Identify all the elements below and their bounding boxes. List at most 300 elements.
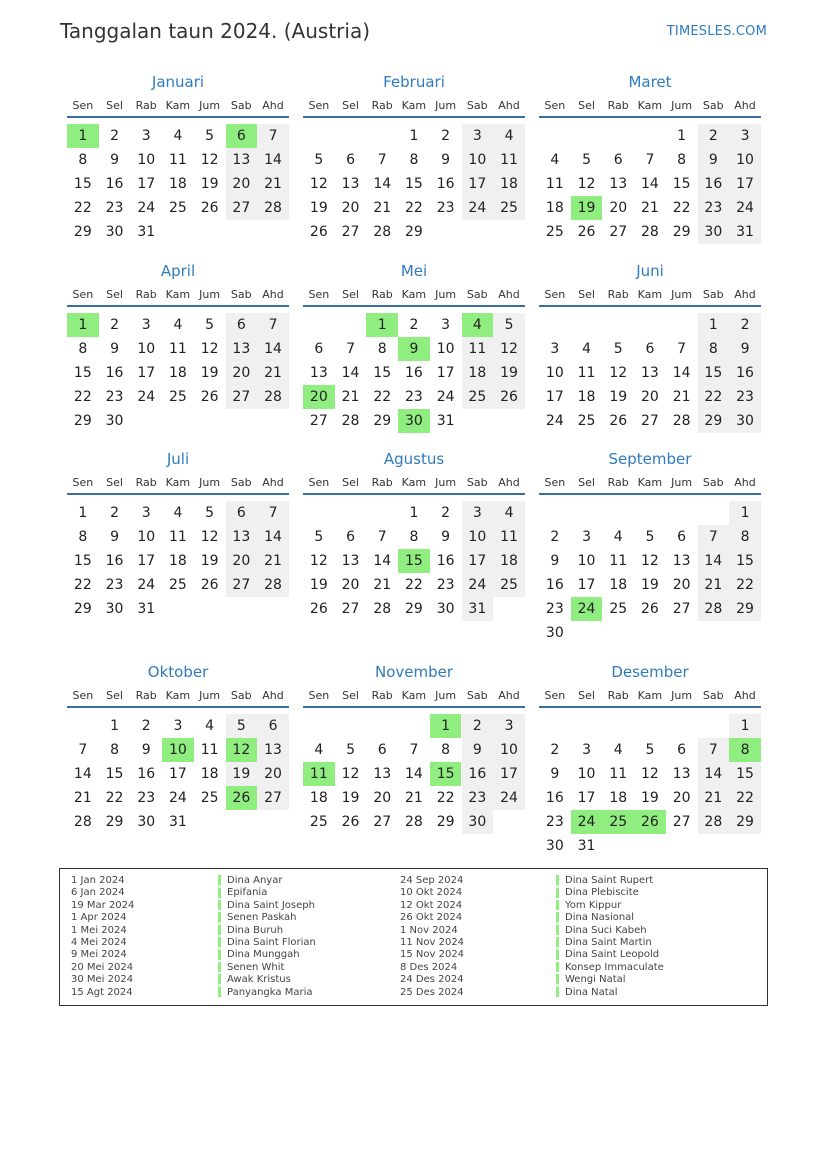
day-cell: 16 (105, 365, 124, 381)
day-cell: 21 (405, 790, 423, 806)
day-cell: 26 (493, 385, 525, 409)
month-name: Oktober (147, 663, 209, 681)
day-cell: 21 (641, 200, 659, 216)
day-cell: 18 (309, 790, 328, 806)
day-cell: 12 (200, 152, 219, 168)
day-grid (303, 708, 525, 852)
day-cell: 4 (493, 124, 525, 148)
day-cell: 25 (462, 385, 494, 409)
day-cell: 22 (73, 577, 92, 593)
weekday-label: Ahd (498, 476, 520, 489)
day-cell: 19 (609, 389, 628, 405)
day-cell: 16 (105, 176, 124, 192)
month-name: Januari (151, 73, 205, 91)
day-cell: 22 (729, 786, 761, 810)
month-name: Agustus (383, 450, 445, 468)
day-cell: 3 (729, 124, 761, 148)
day-cell: 26 (341, 814, 360, 830)
holiday-date: 19 Mar 2024 (71, 899, 135, 911)
weekday-label: Sel (578, 476, 595, 489)
weekday-label: Jum (199, 689, 221, 702)
weekday-label: Rab (371, 99, 393, 112)
weekday-label: Sel (342, 476, 359, 489)
day-cell: 9 (441, 529, 451, 545)
day-cell: 28 (257, 385, 289, 409)
day-cell: 23 (698, 196, 730, 220)
day-cell: 8 (110, 742, 119, 758)
day-cell: 11 (609, 766, 628, 782)
weekday-label: Sel (342, 288, 359, 301)
day-cell: 21 (257, 549, 289, 573)
weekday-label: Ahd (498, 288, 520, 301)
day-cell: 19 (493, 361, 525, 385)
day-cell: 21 (73, 790, 92, 806)
holiday-day-cell: 15 (430, 762, 462, 786)
day-cell: 13 (672, 553, 691, 569)
day-cell: 25 (309, 814, 328, 830)
holiday-marker-bar (556, 875, 559, 999)
month-name: September (608, 450, 692, 468)
day-cell: 19 (200, 553, 219, 569)
day-cell: 8 (698, 337, 730, 361)
day-cell: 4 (173, 317, 183, 333)
day-cell: 7 (377, 152, 387, 168)
day-cell: 18 (169, 553, 187, 569)
weekday-header (539, 471, 761, 495)
day-cell: 28 (698, 597, 730, 621)
weekday-label: Kam (401, 288, 427, 301)
day-cell: 22 (105, 790, 124, 806)
day-cell: 21 (373, 577, 392, 593)
day-cell: 23 (137, 790, 156, 806)
day-cell: 11 (200, 742, 219, 758)
day-grid (303, 118, 525, 262)
day-cell: 20 (373, 790, 392, 806)
month-september (539, 449, 761, 639)
day-grid (539, 118, 761, 262)
holiday-day-cell: 11 (303, 762, 335, 786)
holiday-name: Dina Munggah (227, 949, 300, 961)
day-cell: 16 (729, 361, 761, 385)
weekday-label: Sel (342, 689, 359, 702)
day-grid (303, 495, 525, 639)
day-cell: 25 (200, 790, 219, 806)
weekday-label: Jum (435, 689, 457, 702)
day-cell: 3 (462, 124, 494, 148)
day-cell: 26 (200, 389, 219, 405)
month-juli (67, 449, 289, 639)
day-cell: 5 (205, 128, 215, 144)
day-cell: 10 (137, 341, 156, 357)
weekday-label: Sen (308, 689, 330, 702)
day-cell: 30 (545, 838, 564, 854)
day-cell: 25 (493, 196, 525, 220)
day-cell: 29 (436, 814, 455, 830)
day-cell: 28 (672, 413, 691, 429)
day-grid (67, 495, 289, 639)
day-cell: 17 (577, 790, 596, 806)
weekday-label: Sab (702, 689, 724, 702)
holiday-name: Dina Natal (565, 986, 618, 998)
day-cell: 22 (373, 389, 392, 405)
day-cell: 20 (672, 790, 691, 806)
day-cell: 17 (137, 176, 156, 192)
holiday-day-cell: 24 (571, 597, 603, 621)
day-cell: 9 (729, 337, 761, 361)
day-cell: 9 (441, 152, 451, 168)
day-cell: 12 (200, 341, 219, 357)
day-cell: 9 (550, 766, 560, 782)
day-cell: 22 (672, 200, 691, 216)
day-cell: 4 (582, 341, 591, 357)
day-cell: 11 (169, 152, 187, 168)
weekday-label: Kam (165, 288, 191, 301)
day-cell: 13 (309, 365, 328, 381)
day-cell: 8 (78, 341, 88, 357)
weekday-label: Sen (72, 689, 94, 702)
day-cell: 14 (672, 365, 691, 381)
weekday-header (303, 94, 525, 118)
holiday-date: 11 Nov 2024 (400, 936, 465, 948)
day-cell: 28 (257, 196, 289, 220)
day-cell: 17 (462, 172, 494, 196)
day-cell: 10 (577, 553, 596, 569)
day-cell: 24 (493, 786, 525, 810)
day-cell: 1 (698, 313, 730, 337)
day-cell: 30 (462, 810, 494, 834)
day-cell: 6 (346, 152, 355, 168)
day-cell: 2 (441, 505, 451, 521)
day-cell: 30 (698, 220, 730, 244)
day-cell: 3 (493, 714, 525, 738)
day-cell: 27 (226, 385, 258, 409)
weekday-label: Sab (230, 99, 252, 112)
holiday-date: 1 Jan 2024 (71, 875, 125, 886)
day-cell: 13 (226, 525, 258, 549)
day-grid (67, 307, 289, 451)
day-cell: 23 (545, 601, 564, 617)
day-cell: 18 (200, 766, 219, 782)
day-cell: 27 (609, 224, 628, 240)
day-cell: 6 (346, 529, 355, 545)
weekday-label: Kam (637, 99, 663, 112)
weekday-label: Rab (371, 288, 393, 301)
weekday-label: Ahd (498, 689, 520, 702)
day-cell: 23 (105, 200, 124, 216)
day-cell: 12 (200, 529, 219, 545)
day-cell: 12 (493, 337, 525, 361)
day-cell: 29 (105, 814, 124, 830)
day-cell: 28 (73, 814, 92, 830)
day-cell: 21 (341, 389, 360, 405)
weekday-header (67, 684, 289, 708)
day-cell: 19 (200, 365, 219, 381)
day-cell: 9 (110, 341, 119, 357)
day-cell: 3 (441, 317, 451, 333)
day-cell: 29 (405, 601, 423, 617)
day-cell: 5 (645, 742, 655, 758)
day-cell: 14 (698, 549, 730, 573)
weekday-label: Sab (230, 476, 252, 489)
day-cell: 30 (137, 814, 156, 830)
day-cell: 10 (436, 341, 455, 357)
day-cell: 2 (462, 714, 494, 738)
day-cell: 25 (493, 573, 525, 597)
day-cell: 27 (341, 224, 360, 240)
weekday-label: Sel (106, 99, 123, 112)
day-cell: 26 (200, 200, 219, 216)
day-cell: 18 (493, 549, 525, 573)
day-cell: 24 (169, 790, 187, 806)
weekday-label: Kam (165, 99, 191, 112)
day-cell: 10 (137, 529, 156, 545)
day-cell: 12 (641, 553, 659, 569)
weekday-label: Jum (435, 476, 457, 489)
day-cell: 2 (698, 124, 730, 148)
month-januari (67, 72, 289, 262)
day-cell: 17 (493, 762, 525, 786)
holiday-name: Senen Paskah (227, 912, 297, 924)
day-cell: 14 (373, 553, 392, 569)
day-cell: 1 (78, 505, 88, 521)
weekday-header (303, 283, 525, 307)
day-cell: 27 (373, 814, 392, 830)
brand-logo[interactable]: TIMESLES.COM (666, 24, 767, 39)
holiday-day-cell: 15 (398, 549, 430, 573)
weekday-label: Jum (199, 288, 221, 301)
holiday-name: Wengi Natal (565, 974, 626, 986)
day-cell: 26 (609, 413, 628, 429)
legend-name-column (565, 875, 664, 999)
day-cell: 24 (137, 577, 156, 593)
legend-date-column (400, 875, 464, 999)
day-cell: 17 (577, 577, 596, 593)
day-cell: 6 (226, 501, 258, 525)
day-cell: 3 (462, 501, 494, 525)
weekday-label: Rab (135, 288, 157, 301)
day-cell: 28 (341, 413, 360, 429)
day-cell: 21 (257, 172, 289, 196)
day-cell: 14 (257, 337, 289, 361)
weekday-label: Sel (578, 689, 595, 702)
day-cell: 29 (73, 601, 92, 617)
day-cell: 7 (346, 341, 355, 357)
holiday-day-cell: 26 (226, 786, 258, 810)
day-cell: 13 (341, 553, 360, 569)
day-cell: 17 (462, 549, 494, 573)
day-cell: 2 (550, 529, 560, 545)
day-cell: 9 (110, 152, 119, 168)
day-cell: 16 (137, 766, 156, 782)
day-cell: 21 (698, 786, 730, 810)
holiday-date: 15 Agt 2024 (71, 986, 133, 998)
day-cell: 25 (169, 577, 187, 593)
day-cell: 5 (346, 742, 355, 758)
day-cell: 20 (641, 389, 659, 405)
weekday-label: Sel (106, 689, 123, 702)
day-cell: 16 (436, 176, 455, 192)
holiday-name: Yom Kippur (565, 899, 622, 911)
month-name: Februari (383, 73, 445, 91)
holiday-name: Dina Plebiscite (565, 887, 639, 899)
weekday-label: Rab (371, 476, 393, 489)
page-title: Tanggalan taun 2024. (Austria) (60, 19, 371, 43)
day-cell: 7 (677, 341, 687, 357)
weekday-label: Sen (544, 476, 566, 489)
holiday-day-cell: 24 (571, 810, 603, 834)
day-cell: 16 (545, 577, 564, 593)
weekday-label: Ahd (498, 99, 520, 112)
weekday-label: Sen (544, 689, 566, 702)
day-cell: 25 (545, 224, 564, 240)
day-cell: 4 (173, 128, 183, 144)
weekday-label: Sel (106, 476, 123, 489)
holiday-date: 9 Mei 2024 (71, 949, 127, 961)
day-cell: 10 (545, 365, 564, 381)
day-cell: 5 (582, 152, 591, 168)
day-cell: 15 (73, 365, 92, 381)
weekday-label: Sel (578, 288, 595, 301)
weekday-label: Jum (671, 689, 693, 702)
day-cell: 2 (110, 505, 119, 521)
weekday-label: Sab (230, 288, 252, 301)
day-cell: 6 (677, 529, 687, 545)
day-grid (303, 307, 525, 451)
day-cell: 27 (341, 601, 360, 617)
day-cell: 20 (226, 361, 258, 385)
day-cell: 17 (169, 766, 187, 782)
weekday-header (539, 283, 761, 307)
day-cell: 14 (373, 176, 392, 192)
day-cell: 7 (257, 124, 289, 148)
weekday-label: Sen (72, 476, 94, 489)
day-cell: 11 (169, 529, 187, 545)
day-cell: 13 (641, 365, 659, 381)
holiday-name: Panyangka Maria (227, 986, 313, 998)
holiday-name: Dina Anyar (227, 875, 283, 886)
day-cell: 11 (545, 176, 564, 192)
weekday-label: Ahd (734, 288, 756, 301)
day-cell: 30 (105, 413, 124, 429)
weekday-label: Kam (401, 689, 427, 702)
day-cell: 28 (641, 224, 659, 240)
weekday-label: Ahd (262, 288, 284, 301)
holiday-name: Dina Saint Rupert (565, 875, 654, 886)
day-cell: 26 (200, 577, 219, 593)
day-cell: 5 (645, 529, 655, 545)
day-cell: 20 (341, 577, 360, 593)
weekday-label: Rab (607, 689, 629, 702)
holiday-marker-bar (218, 875, 221, 999)
day-cell: 18 (609, 790, 628, 806)
day-cell: 2 (110, 317, 119, 333)
day-cell: 27 (226, 196, 258, 220)
day-grid (67, 118, 289, 262)
day-cell: 8 (409, 152, 419, 168)
day-cell: 2 (729, 313, 761, 337)
holiday-name: Dina Nasional (565, 912, 635, 924)
weekday-label: Sab (466, 476, 488, 489)
day-cell: 6 (377, 742, 387, 758)
weekday-label: Sel (342, 99, 359, 112)
weekday-label: Ahd (262, 99, 284, 112)
day-cell: 20 (341, 200, 360, 216)
day-cell: 24 (436, 389, 455, 405)
day-cell: 4 (205, 718, 215, 734)
day-cell: 1 (729, 714, 761, 738)
day-cell: 14 (698, 762, 730, 786)
holiday-date: 8 Des 2024 (400, 961, 458, 973)
day-cell: 30 (105, 601, 124, 617)
day-cell: 20 (672, 577, 691, 593)
day-grid (67, 708, 289, 852)
day-cell: 9 (110, 529, 119, 545)
day-cell: 3 (141, 317, 151, 333)
holiday-day-cell: 1 (366, 313, 398, 337)
day-cell: 18 (545, 200, 564, 216)
day-cell: 15 (729, 762, 761, 786)
day-cell: 6 (677, 742, 687, 758)
weekday-label: Sen (72, 288, 94, 301)
holiday-day-cell: 25 (602, 810, 634, 834)
holiday-day-cell: 26 (634, 810, 666, 834)
weekday-label: Sab (230, 689, 252, 702)
month-name: Maret (628, 73, 672, 91)
weekday-label: Jum (671, 476, 693, 489)
holiday-name: Dina Saint Martin (565, 936, 652, 948)
day-cell: 31 (169, 814, 187, 830)
day-cell: 13 (257, 738, 289, 762)
holiday-name: Dina Saint Joseph (227, 899, 315, 911)
day-cell: 1 (677, 128, 687, 144)
day-cell: 7 (78, 742, 88, 758)
legend-name-column (227, 875, 316, 999)
weekday-label: Sel (106, 288, 123, 301)
day-cell: 28 (373, 601, 392, 617)
day-cell: 14 (73, 766, 92, 782)
day-cell: 29 (672, 224, 691, 240)
day-cell: 15 (105, 766, 124, 782)
holiday-day-cell: 8 (729, 738, 761, 762)
weekday-label: Kam (401, 476, 427, 489)
weekday-label: Rab (135, 476, 157, 489)
day-cell: 26 (309, 601, 328, 617)
day-cell: 12 (609, 365, 628, 381)
day-cell: 28 (373, 224, 392, 240)
day-cell: 9 (141, 742, 151, 758)
day-cell: 26 (641, 601, 659, 617)
month-name: Juni (636, 262, 664, 280)
holiday-name: Konsep Immaculate (565, 961, 664, 973)
month-februari (303, 72, 525, 262)
day-cell: 19 (226, 762, 258, 786)
weekday-label: Rab (135, 689, 157, 702)
holiday-name: Dina Saint Florian (227, 936, 316, 948)
weekday-label: Sab (466, 288, 488, 301)
month-maret (539, 72, 761, 262)
day-cell: 1 (729, 501, 761, 525)
day-cell: 22 (405, 200, 423, 216)
day-cell: 6 (314, 341, 324, 357)
day-cell: 25 (169, 389, 187, 405)
weekday-label: Rab (607, 476, 629, 489)
day-cell: 27 (309, 413, 328, 429)
day-cell: 29 (73, 413, 92, 429)
day-cell: 16 (698, 172, 730, 196)
day-cell: 27 (257, 786, 289, 810)
weekday-label: Jum (435, 99, 457, 112)
day-cell: 11 (169, 341, 187, 357)
